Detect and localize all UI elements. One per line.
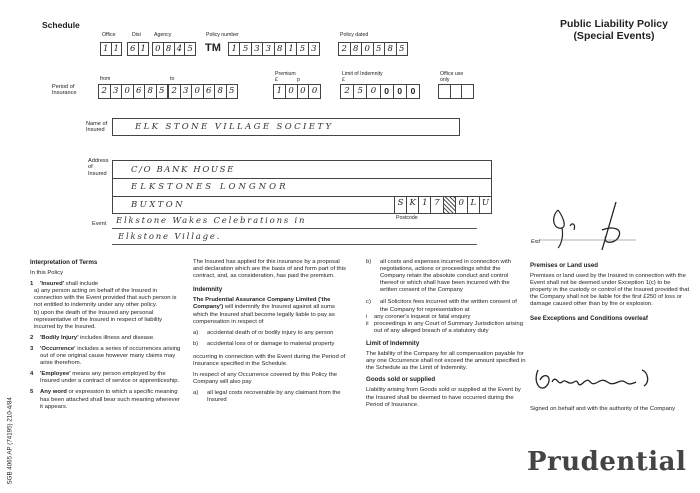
policy-dated-char: 5 xyxy=(374,43,386,55)
premium-pence-label: p xyxy=(297,77,300,83)
policy-title xyxy=(540,18,688,42)
from-label: from xyxy=(100,76,111,82)
see-exceptions-note: See Exceptions and Conditions overleaf xyxy=(530,314,648,322)
item-text: accidental death of or bodily injury to any person xyxy=(207,329,334,336)
period-label-line1: Period of xyxy=(52,84,75,90)
policy-dated-char: 8 xyxy=(351,43,363,55)
postcode-char: S xyxy=(395,197,407,213)
policy-number-char: 5 xyxy=(297,43,308,55)
postcode-char: K xyxy=(407,197,419,213)
item-label: a) xyxy=(193,390,199,397)
name-label-line1: Name of xyxy=(86,121,108,127)
company-name: The Prudential Assurance Company Limited ('the Company') xyxy=(193,297,331,311)
premium-char: 0 xyxy=(311,86,318,96)
item-label: ii xyxy=(366,320,369,327)
period-to-char: 5 xyxy=(229,86,235,96)
indemnity-item xyxy=(193,390,351,404)
term-item xyxy=(30,389,184,410)
limit-char: 5 xyxy=(354,85,367,98)
office-use-char xyxy=(451,85,463,98)
premium-char: 1 xyxy=(274,85,286,98)
term-title: 'Occurrence' xyxy=(40,345,76,352)
policy-number-label: Policy number xyxy=(206,32,239,38)
term-title: Any word xyxy=(40,389,67,396)
premium-field[interactable] xyxy=(273,84,321,99)
limit-paragraph: The liability of the Company for all compensation payable for any one Occurrence shall not exceed the amount specified in the Schedule as the Limit of Indemnity. xyxy=(366,351,526,372)
event-line-2-rule xyxy=(112,244,477,245)
period-from-char: 6 xyxy=(134,85,146,98)
indemnity-item xyxy=(193,330,351,337)
office-char: 1 xyxy=(113,44,119,54)
postcode-char: 0 xyxy=(456,197,468,213)
term-text: shall include xyxy=(65,281,99,288)
also-pay-paragraph: In respect of any Occurrence covered by this Policy the Company will also pay xyxy=(193,372,338,386)
term-number: 5 xyxy=(30,389,34,396)
term-text: includes illness and disease. xyxy=(80,334,155,341)
term-item xyxy=(30,371,184,385)
event-line-1[interactable]: Elkstone Wakes Celebrations in xyxy=(116,216,307,226)
office-field[interactable] xyxy=(100,42,122,56)
costs-column xyxy=(366,259,526,413)
postcode-field[interactable] xyxy=(394,196,491,213)
item-text: accidental loss of or damage to material property xyxy=(207,340,335,347)
policy-dated-label: Policy dated xyxy=(340,32,369,38)
period-from-char: 0 xyxy=(122,85,134,98)
name-label-line2: Insured xyxy=(86,127,105,134)
premises-paragraph: Premises or land used by the Insured in connection with the Event shall not be deemed under Exception 1(c) to be property in the custody or control of the Insured provided that the Company shall not be liable for the first £250 of loss or damage caused other than by fire or explosion. xyxy=(530,273,690,308)
goods-heading: Goods sold or supplied xyxy=(366,376,436,384)
interpretation-intro: In this Policy xyxy=(30,270,64,277)
agency-field[interactable] xyxy=(152,42,196,56)
policy-number-char: 1 xyxy=(229,43,240,55)
item-label: i xyxy=(366,313,368,320)
term-item xyxy=(30,281,184,288)
exd-signature-icon xyxy=(540,200,640,252)
policy-dated-char: 8 xyxy=(385,43,397,55)
dist-char: 6 xyxy=(128,43,139,55)
period-from-field[interactable] xyxy=(98,84,168,99)
limit-label: Limit of Indemnity xyxy=(342,71,383,77)
address-label-line3: Insured xyxy=(88,170,107,177)
office-char: 1 xyxy=(101,43,112,55)
term-number: 4 xyxy=(30,371,34,378)
insured-name: ELK STONE VILLAGE SOCIETY xyxy=(135,122,334,132)
agency-char: 4 xyxy=(175,43,186,55)
policy-dated-char: 5 xyxy=(399,44,405,54)
postcode-char: L xyxy=(468,197,480,213)
period-label-line2: Insurance xyxy=(52,90,77,97)
limit-char: 0 xyxy=(381,85,394,98)
occurring-paragraph: occurring in connection with the Event during the Period of Insurance specified in the Schedule. xyxy=(193,353,346,368)
proposal-paragraph: The Insured has applied for this insurance by a proposal and declaration which are the basis of and form part of this contract, and, as consideration, has paid the premium. xyxy=(193,259,346,280)
term-text: or expression to which a specific meaning has been attached shall bear such meaning wherever it appears. xyxy=(40,389,180,410)
agency-char: 5 xyxy=(187,44,193,54)
office-use-label xyxy=(440,71,463,83)
policy-number-char: 3 xyxy=(252,43,263,55)
address-line-1: C/O BANK HOUSE xyxy=(131,165,235,175)
period-from-char: 3 xyxy=(111,85,123,98)
policy-number-char: 1 xyxy=(286,43,297,55)
indemnity-paragraph: will indemnify the Insured against all sums which the Insured shall become legally liable to pay as compensation in respect of xyxy=(193,304,335,325)
premium-label: Premium xyxy=(275,71,296,77)
address-label-line1: Address xyxy=(88,158,109,164)
period-label xyxy=(52,84,77,97)
term-number: 2 xyxy=(30,334,34,341)
address-label xyxy=(88,158,109,177)
premium-char: 0 xyxy=(298,85,310,98)
to-label: to xyxy=(170,76,175,82)
policy-number-field[interactable] xyxy=(228,42,320,56)
office-use-line1: Office use xyxy=(440,71,464,77)
term-text: includes a series of occurrences arising out of one original cause however many claims may arise therefrom. xyxy=(40,345,181,367)
policy-number-char: 3 xyxy=(263,43,274,55)
postcode-char xyxy=(444,197,456,213)
office-use-char xyxy=(439,85,451,98)
limit-char: 0 xyxy=(410,86,416,96)
limit-char: 0 xyxy=(367,85,380,98)
agency-char: 8 xyxy=(164,43,175,55)
limit-currency: £ xyxy=(342,77,345,83)
interpretation-heading: Interpretation of Terms xyxy=(30,259,98,266)
costs-item xyxy=(366,259,526,294)
event-line-1-rule xyxy=(112,228,477,229)
costs-item xyxy=(366,299,526,313)
prudential-logo: Prudential xyxy=(527,447,687,477)
event-line-2[interactable]: Elkstone Village. xyxy=(118,232,222,242)
term-title: 'Employee' xyxy=(40,371,71,378)
item-text: all Solicitors fees incurred with the written consent of the Company for representation at xyxy=(380,299,517,313)
indemnity-column xyxy=(193,259,351,405)
postcode-label: Postcode xyxy=(396,215,418,221)
item-label: c) xyxy=(366,299,371,306)
agency-char: 0 xyxy=(153,43,164,55)
schedule-heading: Schedule xyxy=(42,20,80,30)
policy-dated-char: 2 xyxy=(339,43,351,55)
address-line-2: ELKSTONES LONGNOR xyxy=(131,182,289,192)
costs-subitem xyxy=(366,314,526,321)
item-text: all legal costs recoverable by any claimant from the Insured xyxy=(207,390,341,404)
term-subitem: b) upon the death of the Insured any personal representative of the Insured in respect of liability incurred by the Insured. xyxy=(34,309,163,330)
limit-char: 0 xyxy=(394,85,407,98)
premium-char: 0 xyxy=(286,85,298,98)
interpretation-column xyxy=(30,259,184,411)
term-title: 'Bodily Injury' xyxy=(40,334,79,341)
postcode-char: 7 xyxy=(431,197,443,213)
policy-title-line2: (Special Events) xyxy=(573,30,655,42)
term-title: 'Insured' xyxy=(40,281,65,288)
period-to-field[interactable] xyxy=(168,84,238,99)
limit-heading: Limit of Indemnity xyxy=(366,339,420,347)
name-field[interactable] xyxy=(112,118,460,136)
postcode-char: 1 xyxy=(419,197,431,213)
policy-dated-char: 0 xyxy=(362,43,374,55)
term-number: 3 xyxy=(30,345,34,352)
office-label: Office xyxy=(102,32,116,38)
term-text: means any person employed by the Insured under a contract of service or apprenticeship. xyxy=(40,371,180,385)
office-use-char xyxy=(462,85,473,98)
name-label xyxy=(86,121,107,134)
event-label: Event xyxy=(92,221,107,227)
item-label: b) xyxy=(193,340,199,347)
costs-subitem xyxy=(366,321,526,335)
premises-heading: Premises or Land used xyxy=(530,262,599,269)
address-line-3: BUXTON xyxy=(131,200,185,210)
item-label: a) xyxy=(193,329,199,336)
limit-field[interactable] xyxy=(340,84,420,99)
term-item xyxy=(30,335,184,342)
policy-number-char: 3 xyxy=(311,44,317,54)
company-signature-icon xyxy=(528,360,678,400)
agency-label: Agency xyxy=(154,32,172,38)
period-to-char: 0 xyxy=(192,85,204,98)
goods-paragraph: Liability arising from Goods sold or supplied at the Event by the Insured shall be deemed to have occurred during the Period of Insurance. xyxy=(366,387,521,408)
form-code: SGB 4065 AP (74195) 210-4/84 xyxy=(6,397,14,485)
period-from-char: 8 xyxy=(145,85,157,98)
period-to-char: 3 xyxy=(181,85,193,98)
dist-field[interactable] xyxy=(127,42,149,56)
period-from-char: 5 xyxy=(159,86,165,96)
signed-note: Signed on behalf and with the authority of the Company xyxy=(530,406,676,412)
period-from-char: 2 xyxy=(99,85,111,98)
policy-number-char: 8 xyxy=(275,43,286,55)
item-label: b) xyxy=(366,259,372,265)
period-to-char: 8 xyxy=(215,85,227,98)
period-to-char: 6 xyxy=(204,85,216,98)
limit-char: 2 xyxy=(341,85,354,98)
premium-currency: £ xyxy=(275,77,278,83)
policy-title-line1: Public Liability Policy xyxy=(560,18,668,30)
item-text: all costs and expenses incurred in connection with negotiations, actions or proceedings whilst the Company retain the absolute conduct and control thereof or which shall have been incurred with the written consent of the Company xyxy=(380,259,511,294)
item-text: any coroner's inquest or fatal enquiry xyxy=(374,313,471,320)
indemnity-item xyxy=(193,341,351,348)
postcode-char: U xyxy=(481,198,490,208)
indemnity-heading: Indemnity xyxy=(193,286,223,294)
premises-column xyxy=(530,262,690,326)
policy-number-char: 5 xyxy=(240,43,251,55)
period-to-char: 2 xyxy=(169,85,181,98)
term-subitem: a) any person acting on behalf of the Insured in connection with the Event provided that such person is not entitled to indemnity under any other policy. xyxy=(34,288,177,309)
term-number: 1 xyxy=(30,281,34,288)
address-label-line2: of xyxy=(88,164,93,171)
policy-dated-field[interactable] xyxy=(338,42,408,56)
dist-label: Dist xyxy=(132,32,141,38)
exd-label: Exd xyxy=(531,239,540,245)
tm-label: TM xyxy=(205,42,221,54)
term-item xyxy=(30,346,184,367)
office-use-field[interactable] xyxy=(438,84,474,99)
dist-char: 1 xyxy=(140,44,146,54)
office-use-line2: only xyxy=(440,77,450,83)
item-text: proceedings in any Court of Summary Jurisdiction arising out of any alleged breach of a statutory duty xyxy=(374,320,523,334)
